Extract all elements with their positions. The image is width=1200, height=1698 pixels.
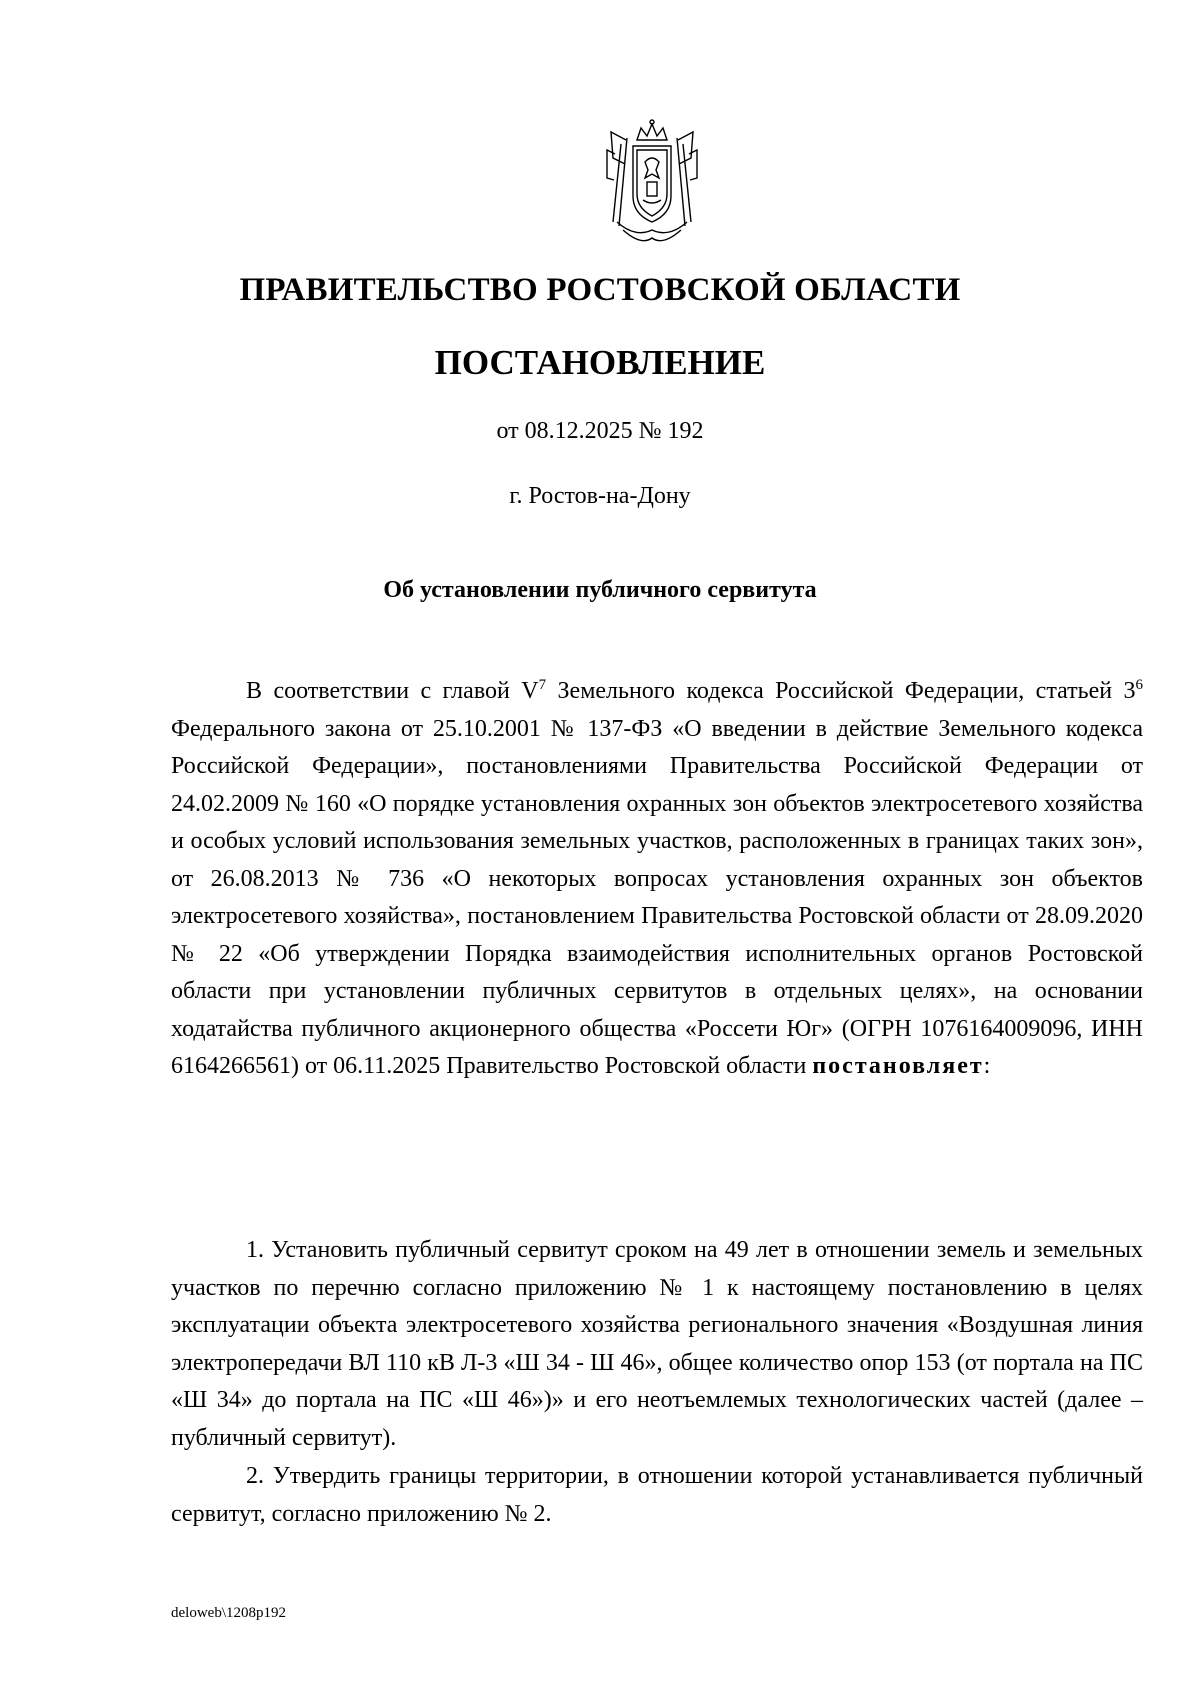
preamble-text-2: Земельного кодекса Российской Федерации, статьей 3 <box>546 678 1136 704</box>
coat-of-arms-icon <box>601 118 703 248</box>
decree-word: постановляет <box>812 1053 984 1079</box>
decree-item-1: 1. Установить публичный сервитут сроком на 49 лет в отношении земель и земельных участков по перечню согласно приложению № 1 к настоящему постановлению в целях эксплуатации объекта электросетевого хозяйства регионального значения «Воздушная линия электропередачи ВЛ 110 кВ Л-3 «Ш 34 - Ш 46», общее количество опор 153 (от портала на ПС «Ш 34» до портала на ПС «Ш 46»)» и его неотъемлемых технологических частей (далее – публичный сервитут). <box>171 1237 1143 1451</box>
article-superscript: 6 <box>1135 677 1143 693</box>
document-date-number: от 08.12.2025 № 192 <box>496 418 704 444</box>
document-city: г. Ростов-на-Дону <box>509 483 691 509</box>
decree-item-2: 2. Утвердить границы территории, в отношении которой устанавливается публичный сервитут, согласно приложению № 2. <box>171 1463 1143 1527</box>
organization-title: ПРАВИТЕЛЬСТВО РОСТОВСКОЙ ОБЛАСТИ <box>239 272 961 308</box>
document-subject: Об установлении публичного сервитута <box>383 577 817 603</box>
document-type: ПОСТАНОВЛЕНИЕ <box>434 343 766 382</box>
chapter-superscript: 7 <box>538 677 547 693</box>
preamble-text-1: В соответствии с главой V <box>246 678 539 704</box>
preamble-text-3: Федерального закона от 25.10.2001 № 137-ФЗ «О введении в действие Земельного кодекса Российской Федерации», постановлениями Правительства Российской Федерации от 24.02.2009 № 160 «О порядке установления охранных зон объектов электросетевого хозяйства и особых условий использования земельных участков, расположенных в границах таких зон», от 26.08.2013 № 736 «О некоторых вопросах установления охранных зон объектов электросетевого хозяйства», постановлением Правительства Ростовской области от 28.09.2020 № 22 «Об утверждении Порядка взаимодействия исполнительных органов Ростовской области при установлении публичных сервитутов в отдельных целях», на основании ходатайства публичного акционерного общества «Россети Юг» (ОГРН 1076164009096, ИНН 6164266561) от 06.11.2025 Правительство Ростовской области <box>171 715 1143 1079</box>
document-footer-id: deloweb\1208p192 <box>171 1605 286 1621</box>
preamble-paragraph <box>171 673 1143 1086</box>
decree-colon: : <box>983 1053 991 1079</box>
